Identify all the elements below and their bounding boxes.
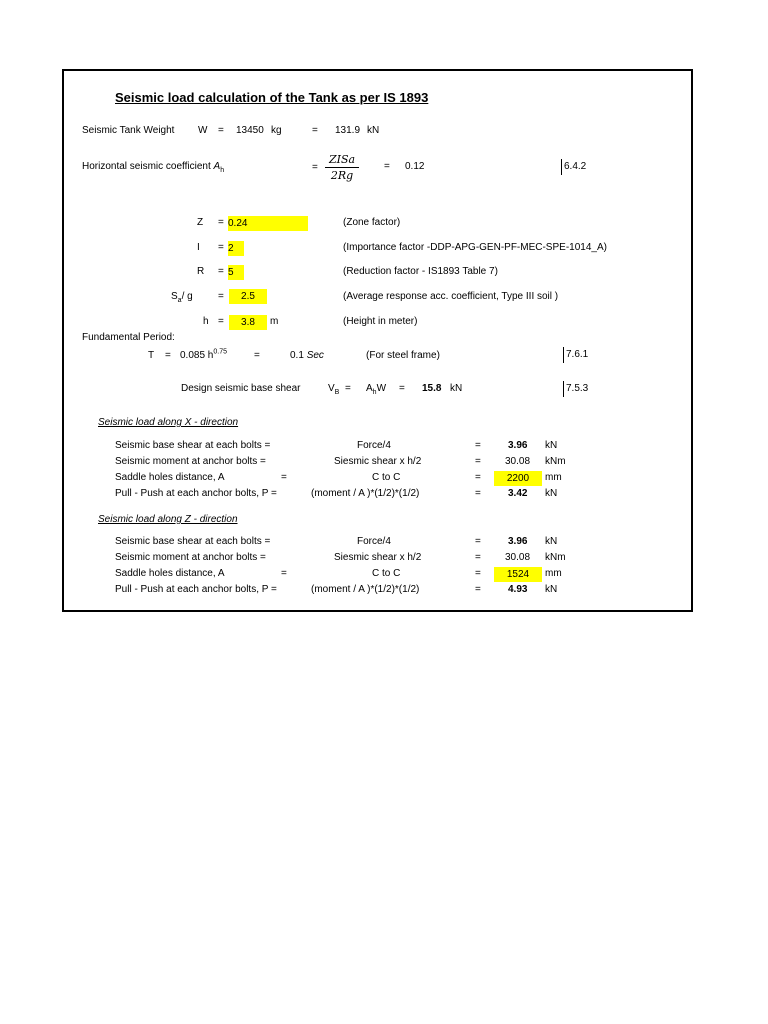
param-i-desc: (Importance factor -DDP-APG-GEN-PF-MEC-SPE-1014_A) (343, 242, 607, 253)
section-x-row-formula: Siesmic shear x h/2 (334, 456, 422, 467)
section-z-row-equals: = (475, 536, 481, 547)
base-shear-clause-ref: 7.5.3 (563, 381, 588, 397)
section-x-row-equals: = (475, 488, 481, 499)
section-x-row-value: 30.08 (505, 456, 531, 467)
section-z-row-formula: (moment / A )*(1/2)*(1/2) (311, 584, 420, 595)
param-r-value[interactable]: 5 (228, 265, 244, 280)
param-h-symbol: h (203, 316, 209, 327)
param-z-desc: (Zone factor) (343, 217, 401, 228)
param-i-equals: = (218, 242, 224, 253)
section-z-row-unit: mm (545, 568, 562, 579)
section-z-heading: Seismic load along Z - direction (98, 514, 238, 525)
param-z-equals: = (218, 217, 224, 228)
section-x-row-value: 3.96 (508, 440, 528, 451)
section-z-row-value: 4.93 (508, 584, 528, 595)
weight-equals: = (218, 125, 224, 136)
weight-kg-unit: kg (271, 125, 282, 136)
calculation-sheet (62, 69, 693, 612)
section-x-row-formula: Force/4 (357, 440, 391, 451)
param-h-value[interactable]: 3.8 (229, 315, 267, 330)
param-sa-value[interactable]: 2.5 (229, 289, 267, 304)
section-z-row-equals: = (475, 552, 481, 563)
section-z-row-label: Pull - Push at each anchor bolts, P = (115, 584, 277, 595)
section-x-row-equals: = (475, 472, 481, 483)
period-expression: 0.085 $h^{0.75}$ (180, 348, 227, 361)
section-x-row-unit: kNm (545, 456, 566, 467)
section-x-saddle-distance-value[interactable]: 2200 (494, 471, 542, 486)
param-i-value[interactable]: 2 (228, 241, 244, 256)
section-x-row-unit: kN (545, 440, 558, 451)
section-x-row-label: Seismic base shear at each bolts = (115, 440, 271, 451)
param-sa-desc: (Average response acc. coefficient, Type III soil ) (343, 291, 559, 302)
base-shear-expression: $A_hW$ (366, 383, 387, 396)
section-z-row-formula: Force/4 (357, 536, 391, 547)
ah-value: 0.12 (405, 161, 425, 172)
section-z-row-formula: Siesmic shear x h/2 (334, 552, 422, 563)
section-x-row-label: Seismic moment at anchor bolts = (115, 456, 266, 467)
section-x-row-label: Saddle holes distance, A (115, 472, 225, 483)
period-equals: = (165, 350, 171, 361)
section-z-row-formula: C to C (372, 568, 401, 579)
section-z-row-label: Saddle holes distance, A (115, 568, 225, 579)
weight-kg-value: 13450 (236, 125, 264, 136)
param-h-unit: m (270, 316, 279, 327)
section-z-row-equals: = (475, 584, 481, 595)
section-x-heading: Seismic load along X - direction (98, 417, 239, 428)
param-r-symbol: R (197, 266, 205, 277)
ah-label: Horizontal seismic coefficient $A_h$ (82, 161, 225, 174)
period-clause-ref: 7.6.1 (563, 347, 588, 363)
base-shear-equals: = (345, 383, 351, 394)
section-x-row-label-equals: = (281, 472, 287, 483)
ah-formula-denominator: 2Rg (330, 169, 354, 182)
weight-symbol: W (198, 125, 208, 136)
param-r-equals: = (218, 266, 224, 277)
page-title: Seismic load calculation of the Tank as per IS 1893 (115, 90, 429, 105)
section-x-row-value: 3.42 (508, 488, 528, 499)
param-h-desc: (Height in meter) (343, 316, 418, 327)
param-h-equals: = (218, 316, 224, 327)
section-x-row-equals: = (475, 440, 481, 451)
period-symbol: T (148, 350, 155, 361)
param-z-symbol: Z (197, 217, 204, 228)
section-z-row-value: 30.08 (505, 552, 531, 563)
param-sa-equals: = (218, 291, 224, 302)
weight-kn-unit: kN (367, 125, 380, 136)
ah-equals: = (312, 162, 318, 173)
section-z-saddle-distance-value[interactable]: 1524 (494, 567, 542, 582)
section-z-row-unit: kN (545, 536, 558, 547)
section-z-row-equals: = (475, 568, 481, 579)
param-i-symbol: I (197, 242, 200, 253)
ah-clause-ref: 6.4.2 (561, 159, 586, 175)
weight-kn-value: 131.9 (335, 125, 361, 136)
section-x-row-equals: = (475, 456, 481, 467)
weight-label: Seismic Tank Weight (82, 125, 175, 136)
base-shear-unit: kN (450, 383, 463, 394)
section-z-row-label: Seismic base shear at each bolts = (115, 536, 271, 547)
ah-equals-2: = (384, 161, 390, 172)
section-z-row-unit: kNm (545, 552, 566, 563)
ah-formula-numerator: ZISa (328, 153, 356, 166)
param-sa-symbol: $S_a/$ g (171, 291, 193, 304)
base-shear-equals-2: = (399, 383, 405, 394)
period-equals-2: = (254, 350, 260, 361)
section-z-row-value: 3.96 (508, 536, 528, 547)
section-x-row-formula: (moment / A )*(1/2)*(1/2) (311, 488, 420, 499)
period-desc: (For steel frame) (366, 350, 440, 361)
ah-formula (325, 152, 359, 183)
section-z-row-label-equals: = (281, 568, 287, 579)
base-shear-value: 15.8 (422, 383, 442, 394)
base-shear-label: Design seismic base shear (181, 383, 301, 394)
section-z-row-label: Seismic moment at anchor bolts = (115, 552, 266, 563)
section-z-row-unit: kN (545, 584, 558, 595)
section-x-row-unit: mm (545, 472, 562, 483)
section-x-row-label: Pull - Push at each anchor bolts, P = (115, 488, 277, 499)
period-heading: Fundamental Period: (82, 332, 175, 343)
base-shear-symbol: $V_B$ (328, 383, 340, 396)
weight-equals-2: = (312, 125, 318, 136)
period-value: 0.1 Sec (290, 350, 324, 361)
section-x-row-formula: C to C (372, 472, 401, 483)
param-z-value[interactable]: 0.24 (228, 216, 308, 231)
section-x-row-unit: kN (545, 488, 558, 499)
param-r-desc: (Reduction factor - IS1893 Table 7) (343, 266, 498, 277)
